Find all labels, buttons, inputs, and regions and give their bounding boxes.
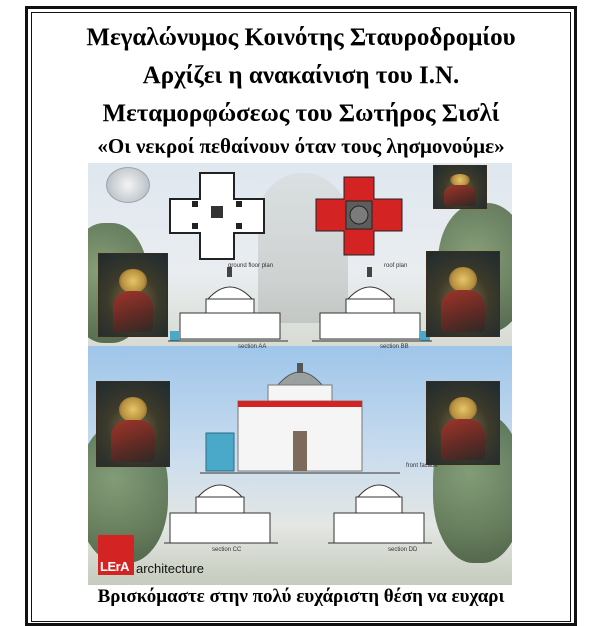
label-roof-plan: roof plan — [384, 263, 408, 269]
headline-community: Μεγαλώνυμος Κοινότης Σταυροδρομίου — [86, 24, 516, 51]
section-bb-drawing — [312, 267, 432, 341]
headline-church-name: Μεταμορφώσεως του Σωτήρος Σισλί — [102, 100, 500, 127]
label-section-bb: section BB — [380, 344, 409, 350]
label-section-dd: section DD — [388, 547, 418, 553]
body-text-first-line: Βρισκόμαστε στην πολύ ευχάριστη θέση να ευχαρι — [97, 586, 505, 607]
label-ground-floor-plan: ground floor plan — [228, 263, 274, 269]
label-section-aa: section AA — [238, 344, 267, 350]
headline-quote: «Οι νεκροί πεθαίνουν όταν τους λησμονούμε» — [97, 134, 505, 158]
headline-renovation: Αρχίζει η ανακαίνιση του Ι.Ν. — [142, 62, 460, 89]
evangelist-painting-bottom-right — [426, 381, 500, 465]
section-aa-drawing — [168, 267, 288, 341]
lera-logo-mark: LErA — [100, 559, 130, 574]
section-dd-drawing — [328, 485, 432, 543]
label-front-facade: front facade — [406, 463, 438, 469]
ground-floor-plan-drawing — [170, 173, 264, 259]
evangelist-painting-top-right — [426, 251, 500, 337]
logo-architecture-text: architecture — [136, 561, 204, 576]
architectural-drawings — [88, 163, 512, 585]
label-section-cc: section CC — [212, 547, 242, 553]
front-facade-drawing — [200, 363, 400, 473]
section-cc-drawing — [164, 485, 278, 543]
evangelist-painting-bottom-left — [96, 381, 170, 467]
evangelist-painting-top-left — [98, 253, 168, 337]
architecture-poster — [88, 163, 512, 585]
lera-logo — [98, 535, 134, 575]
roof-plan-drawing — [316, 177, 402, 255]
saint-icon-painting — [433, 165, 487, 209]
